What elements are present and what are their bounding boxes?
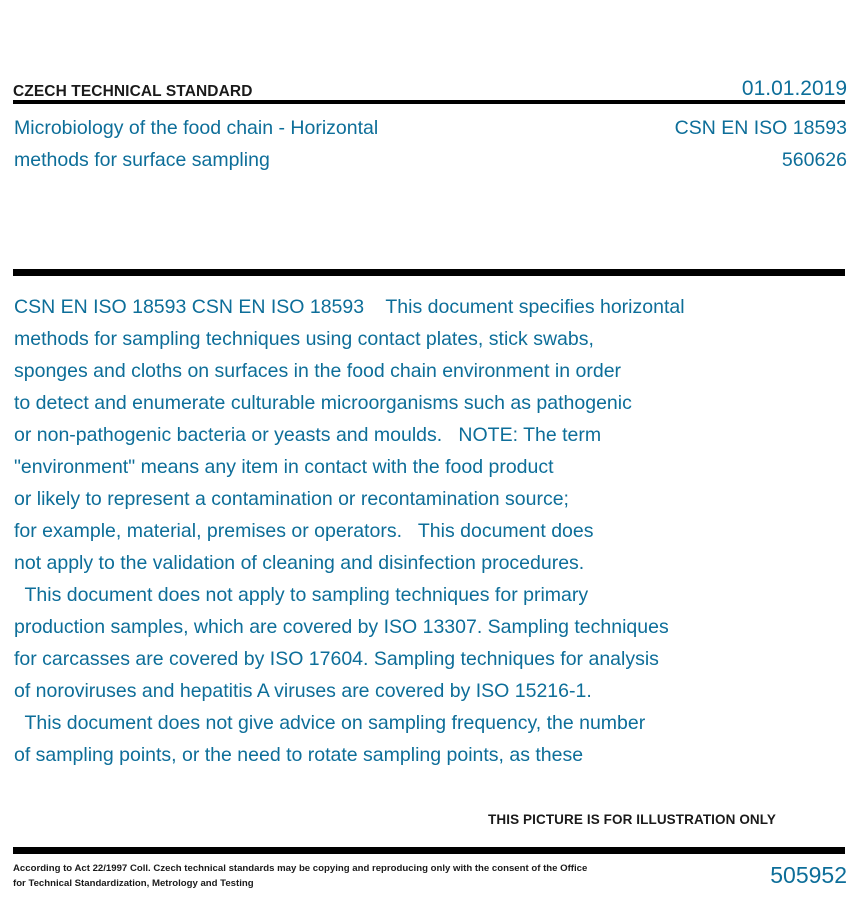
classification-code: 560626 [781, 149, 847, 171]
standard-kicker: CZECH TECHNICAL STANDARD [13, 82, 253, 100]
page-title-line-1: Microbiology of the food chain - Horizontal [14, 117, 379, 139]
page-footer [13, 861, 847, 891]
abstract-line: This document does not apply to sampling techniques for primary [14, 584, 589, 606]
standard-number: CSN EN ISO 18593 [674, 117, 847, 139]
issue-date: 01.01.2019 [741, 77, 847, 100]
abstract-line: of noroviruses and hepatitis A viruses are covered by ISO 15216-1. [14, 680, 592, 702]
abstract-line: or likely to represent a contamination or recontamination source; [14, 488, 569, 510]
page-title-line-2: methods for surface sampling [14, 149, 270, 171]
abstract-text [14, 291, 844, 771]
copyright-notice-line-1: According to Act 22/1997 Coll. Czech technical standards may be copying and reproducing only with the consent of the Office [13, 863, 588, 874]
illustration-disclaimer: THIS PICTURE IS FOR ILLUSTRATION ONLY [488, 812, 776, 827]
abstract-line: not apply to the validation of cleaning and disinfection procedures. [14, 552, 585, 574]
title-block [14, 112, 847, 176]
abstract-line: to detect and enumerate culturable microorganisms such as pathogenic [14, 392, 632, 414]
footer-divider [13, 847, 845, 854]
page-header [13, 75, 847, 99]
abstract-line: methods for sampling techniques using contact plates, stick swabs, [14, 328, 594, 350]
order-code: 505952 [770, 862, 847, 888]
abstract-line: or non-pathogenic bacteria or yeasts and moulds. NOTE: The term [14, 424, 602, 446]
header-divider [13, 100, 845, 104]
abstract-line: sponges and cloths on surfaces in the food chain environment in order [14, 360, 622, 382]
copyright-notice-line-2: for Technical Standardization, Metrology and Testing [13, 878, 254, 889]
abstract-line: This document does not give advice on sampling frequency, the number [14, 712, 646, 734]
abstract-line: of sampling points, or the need to rotate sampling points, as these [14, 744, 584, 766]
copyright-notice [13, 861, 587, 891]
abstract-line: for carcasses are covered by ISO 17604. Sampling techniques for analysis [14, 648, 659, 670]
page-title [14, 112, 378, 176]
standard-identifiers [675, 112, 847, 176]
abstract-line: "environment" means any item in contact with the food product [14, 456, 554, 478]
abstract-line: production samples, which are covered by ISO 13307. Sampling techniques [14, 616, 669, 638]
abstract-line: CSN EN ISO 18593 CSN EN ISO 18593 This document specifies horizontal [14, 296, 685, 318]
abstract-top-divider [13, 269, 845, 276]
abstract-line: for example, material, premises or operators. This document does [14, 520, 594, 542]
